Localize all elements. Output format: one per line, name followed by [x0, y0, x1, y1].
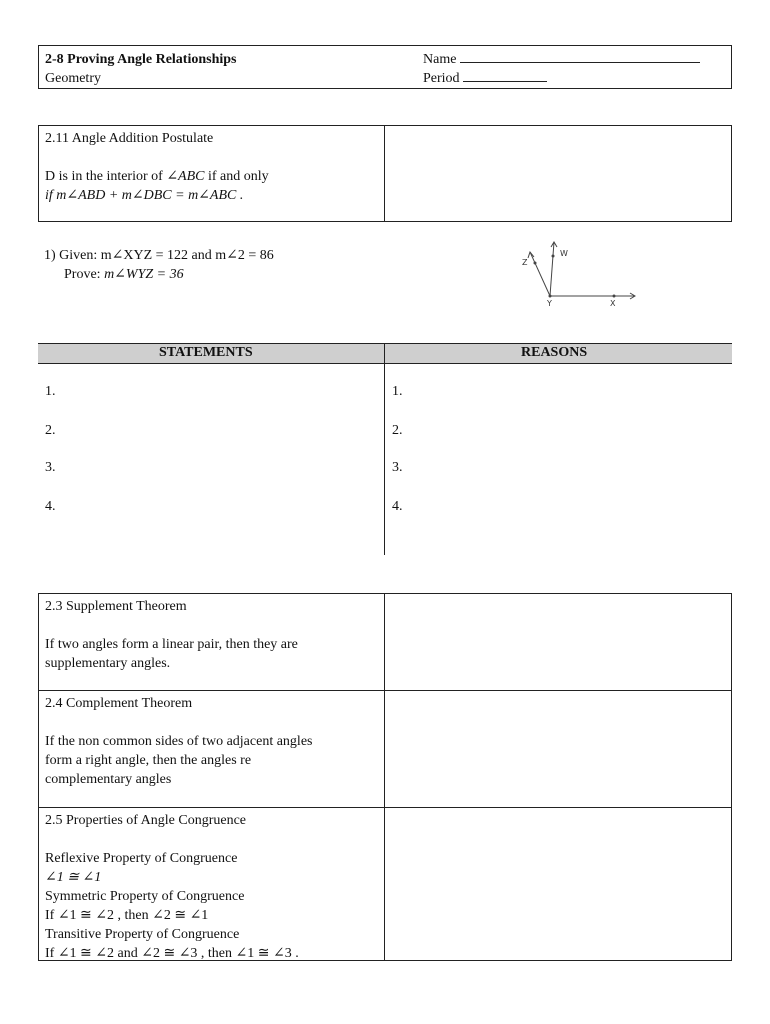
given-expression: m∠XYZ = 122 and m∠2 = 86 — [100, 248, 274, 263]
point-z — [534, 262, 537, 265]
given-line — [44, 246, 274, 265]
point-y — [549, 295, 552, 298]
point-w — [552, 255, 555, 258]
prove-label: Prove: — [64, 267, 105, 282]
supplement-notes-cell[interactable] — [385, 594, 731, 690]
complement-notes-cell[interactable] — [385, 691, 731, 807]
supplement-cell — [39, 594, 385, 690]
worksheet-header — [38, 45, 732, 89]
point-x — [613, 295, 616, 298]
congruence-cell — [39, 808, 385, 960]
complement-cell — [39, 691, 385, 807]
postulate-line-1 — [45, 167, 378, 186]
statement-number: 3. — [45, 460, 56, 475]
supplement-line: If two angles form a linear pair, then they are — [45, 637, 298, 652]
problem-1 — [44, 246, 274, 284]
complement-heading: 2.4 Complement Theorem — [45, 696, 193, 711]
ray-yw — [550, 242, 554, 296]
complement-row — [38, 690, 732, 808]
prove-expression: m∠WYZ = 36 — [104, 267, 184, 282]
postulate-heading: 2.11 Angle Addition Postulate — [45, 131, 214, 146]
label-w: W — [560, 249, 568, 258]
postulate-notes-cell[interactable] — [385, 126, 731, 221]
postulate-cell — [39, 126, 385, 221]
postulate-row — [38, 125, 732, 222]
period-blank[interactable] — [463, 69, 547, 82]
period-label: Period — [423, 71, 460, 86]
congruence-heading: 2.5 Properties of Angle Congruence — [45, 813, 247, 828]
complement-line: complementary angles — [45, 772, 172, 787]
postulate-line-2: if m∠ABD + m∠DBC = m∠ABC . — [45, 188, 244, 203]
given-label: 1) Given: — [44, 248, 101, 263]
proof-column-divider — [384, 343, 385, 555]
angle-figure — [510, 238, 640, 310]
label-z: Z — [522, 258, 528, 267]
congruence-line: Reflexive Property of Congruence — [45, 851, 238, 866]
name-blank[interactable] — [460, 50, 700, 63]
proof-table-header — [38, 343, 732, 364]
postulate-line-1-prefix: D is in the interior of — [45, 169, 167, 184]
reason-number: 2. — [392, 423, 403, 438]
postulate-table — [38, 126, 732, 222]
theorems-table — [38, 594, 732, 961]
worksheet-title: 2-8 Proving Angle Relationships — [45, 52, 237, 67]
reason-number: 3. — [392, 460, 403, 475]
statement-number: 2. — [45, 423, 56, 438]
statements-header: STATEMENTS — [159, 345, 253, 360]
name-label: Name — [423, 52, 457, 67]
congruence-line: Symmetric Property of Congruence — [45, 889, 245, 904]
ray-yz — [530, 252, 550, 296]
congruence-row — [38, 807, 732, 961]
statement-number: 1. — [45, 384, 56, 399]
congruence-notes-cell[interactable] — [385, 808, 731, 960]
reason-number: 4. — [392, 499, 403, 514]
congruence-line: If ∠1 ≅ ∠2 , then ∠2 ≅ ∠1 — [45, 908, 209, 923]
supplement-row — [38, 593, 732, 691]
complement-line: form a right angle, then the angles re — [45, 753, 252, 768]
subject-label: Geometry — [45, 71, 101, 86]
label-y: Y — [547, 299, 552, 308]
postulate-line-1-suffix: if and only — [204, 169, 269, 184]
reason-number: 1. — [392, 384, 403, 399]
label-x: X — [610, 299, 616, 308]
statement-number: 4. — [45, 499, 56, 514]
congruence-line: Transitive Property of Congruence — [45, 927, 240, 942]
congruence-line: If ∠1 ≅ ∠2 and ∠2 ≅ ∠3 , then ∠1 ≅ ∠3 . — [45, 946, 299, 961]
prove-line — [44, 265, 274, 284]
congruence-line: ∠1 ≅ ∠1 — [45, 870, 102, 885]
complement-line: If the non common sides of two adjacent angles — [45, 734, 313, 749]
supplement-heading: 2.3 Supplement Theorem — [45, 599, 187, 614]
supplement-line: supplementary angles. — [45, 656, 171, 671]
reasons-header: REASONS — [521, 345, 588, 360]
postulate-line-1-angle: ∠ABC — [166, 169, 205, 184]
